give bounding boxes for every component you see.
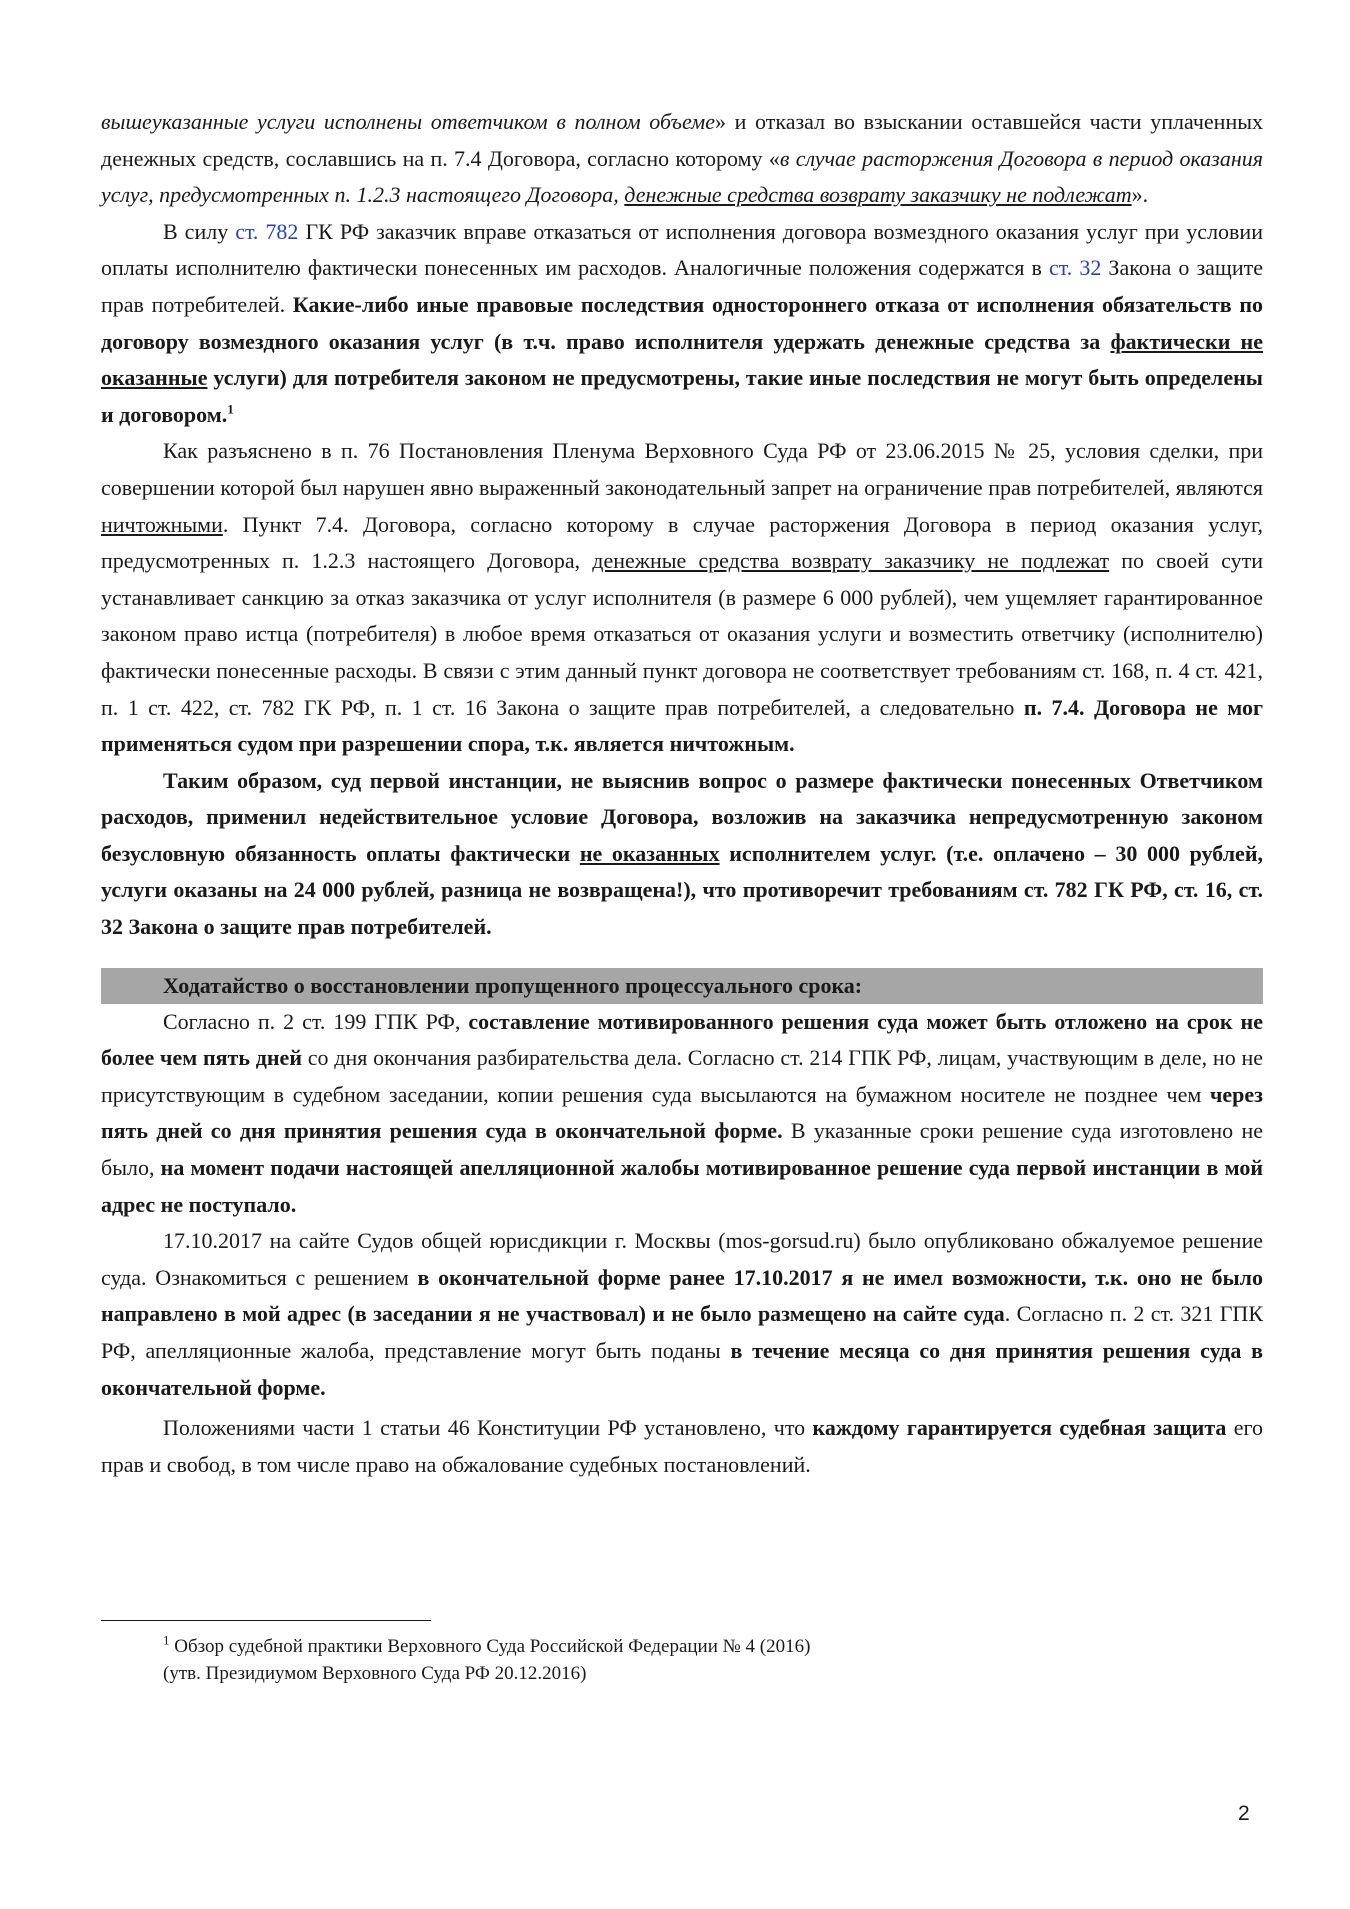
text-span: 17.10.2017 на сайте Судов общей юрисдикции г. Москвы (mos-gorsud.ru) было опубликовано обжалуемое решение суда. Ознакомиться с решением	[101, 1228, 1263, 1290]
document-body	[101, 104, 1263, 1483]
bold-text: Какие-либо иные правовые последствия одностороннего отказа от исполнения обязательств по договору возмездного оказания услуг (в т.ч. право исполнителя удержать денежные средства за	[101, 291, 1263, 354]
bold-text: в течение месяца со дня принятия решения суда в окончательной форме.	[101, 1338, 1264, 1400]
law-link-article-32[interactable]: ст. 32	[1049, 255, 1102, 281]
paragraph-1	[101, 104, 1263, 214]
bold-text: исполнителем услуг. (т.е. оплачено – 30 000 рублей, услуги оказаны на 24 000 рублей, разница не возвращена!), что противоречит требованиям ст. 782 ГК РФ, ст. 16, ст. 32 Закона о защите прав потребителей.	[101, 840, 1263, 940]
quote-italic: вышеуказанные услуги исполнены ответчиком в полном объеме	[101, 109, 715, 134]
footnote-text: Обзор судебной практики Верховного Суда Российской Федерации № 4 (2016)	[169, 1636, 811, 1657]
paragraph-6	[101, 1223, 1263, 1406]
text-span: Закона о защите прав потребителей.	[101, 255, 1264, 317]
section-heading: Ходатайство о восстановлении пропущенного процессуального срока:	[101, 968, 1263, 1004]
bold-underlined-text: фактически не оказанные	[101, 328, 1263, 391]
text-span: его прав и свобод, в том числе право на обжалование судебных постановлений.	[101, 1415, 1264, 1477]
quote-italic: в случае расторжения Договора в период оказания услуг, предусмотренных п. 1.2.3 настоящего Договора,	[101, 145, 1263, 208]
text-span: В силу	[163, 218, 236, 244]
text-span: Согласно п. 2 ст. 199 ГПК РФ,	[163, 1008, 469, 1034]
bold-text: в окончательной форме ранее 17.10.2017 я не имел возможности, т.к. оно не было направлено в мой адрес (в заседании я не участвовал) и не было размещено на сайте суда	[101, 1264, 1263, 1327]
bold-text: на момент подачи настоящей апелляционной жалобы мотивированное решение суда первой инстанции в мой адрес не поступало.	[101, 1155, 1264, 1217]
underlined-text: ничтожными	[101, 511, 223, 537]
bold-text: через пять дней со дня принятия решения суда в окончательной форме.	[101, 1081, 1263, 1144]
bold-text: п. 7.4. Договора не мог применяться судом при разрешении спора, т.к. является ничтожным.	[101, 694, 1263, 757]
bold-text: Таким образом, суд первой инстанции, не выяснив вопрос о размере фактически понесенных Ответчиком расходов, применил недействительное условие Договора, возложив на заказчика непредусмотренную законом безусловную обязанность оплаты фактически	[101, 767, 1263, 866]
underlined-text: денежные средства возврату заказчику не подлежат	[592, 548, 1110, 574]
bold-text: составление мотивированного решения суда может быть отложено на срок не более чем пять дней	[101, 1008, 1263, 1071]
text-span: . Пункт 7.4. Договора, согласно которому в случае расторжения Договора в период оказания услуг, предусмотренных п. 1.2.3 настоящего Договора,	[101, 511, 1263, 574]
page-number: 2	[1238, 1802, 1250, 1825]
law-link-article-782[interactable]: ст. 782	[235, 218, 299, 244]
footnote-line-2: (утв. Президиумом Верховного Суда РФ 20.12.2016)	[163, 1663, 587, 1684]
bold-text: каждому гарантируется судебная защита	[812, 1415, 1227, 1441]
text-span: ».	[1131, 182, 1149, 208]
paragraph-4	[101, 763, 1263, 946]
text-span: . Согласно п. 2 ст. 321 ГПК РФ, апелляционные жалоба, представление могут быть поданы	[101, 1301, 1263, 1363]
footnote-mark: 1	[163, 1632, 170, 1648]
footnote-reference[interactable]: 1	[227, 401, 234, 417]
text-span: по своей сути устанавливает санкцию за отказ заказчика от услуг исполнителя (в размере 6 000 рублей), чем ущемляет гарантированное законом право истца (потребителя) в любое время отказаться от оказания услуги и возместить ответчику (исполнителю) фактически понесенные расходы. В связи с этим данный пункт договора не соответствует требованиям ст. 168, п. 4 ст. 421, п. 1 ст. 422, ст. 782 ГК РФ, п. 1 ст. 16 Закона о защите прав потребителей, а следовательно	[101, 548, 1263, 720]
text-span: Как разъяснено в п. 76 Постановления Пленума Верховного Суда РФ от 23.06.2015 № 25, условия сделки, при совершении которой был нарушен явно выраженный законодательный запрет на ограничение прав потребителей, являются	[101, 438, 1263, 500]
text-span: со дня окончания разбирательства дела. Согласно ст. 214 ГПК РФ, лицам, участвующим в деле, но не присутствующим в судебном заседании, копии решения суда высылаются на бумажном носителе не позднее чем	[101, 1045, 1264, 1107]
paragraph-7	[101, 1410, 1263, 1483]
text-span: Положениями части 1 статьи 46 Конституции РФ установлено, что	[163, 1415, 813, 1441]
footnote-line-1	[163, 1633, 1163, 1660]
text-span: » и отказал во взыскании оставшейся части уплаченных денежных средств, сославшись на п. 7.4 Договора, согласно которому «	[101, 109, 1263, 171]
paragraph-3	[101, 433, 1263, 762]
bold-underlined-text: не оказанных	[579, 840, 720, 866]
text-span: ГК РФ заказчик вправе отказаться от исполнения договора возмездного оказания услуг при условии оплаты исполнителю фактически понесенных им расходов. Аналогичные положения содержатся в	[101, 218, 1263, 281]
footnote-separator	[101, 1620, 431, 1621]
footnote	[163, 1633, 1163, 1687]
paragraph-2	[101, 214, 1263, 434]
paragraph-5	[101, 1004, 1263, 1224]
bold-text: услуги) для потребителя законом не предусмотрены, такие иные последствия не могут быть определены и договором.	[101, 365, 1263, 427]
text-span: В указанные сроки решение суда изготовлено не было,	[101, 1118, 1263, 1181]
quote-underlined: денежные средства возврату заказчику не подлежат	[624, 182, 1132, 208]
